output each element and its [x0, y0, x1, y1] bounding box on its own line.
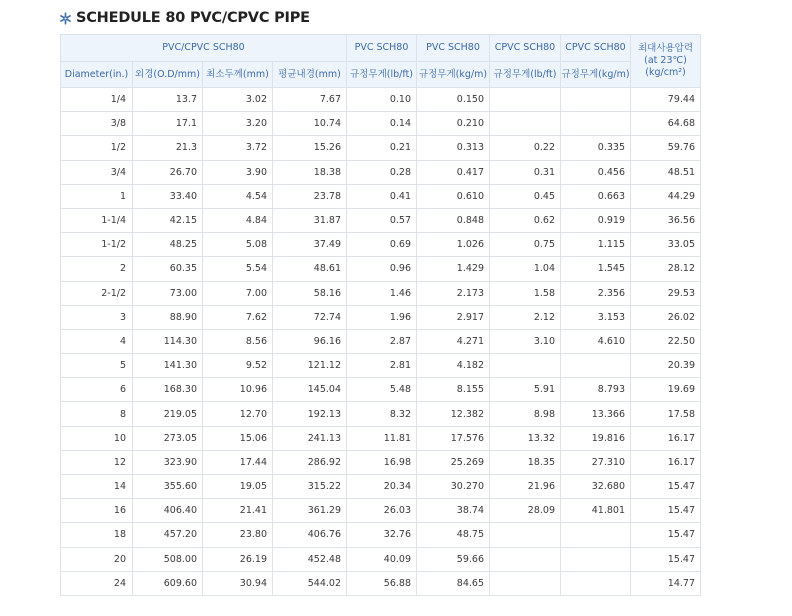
- cell-pvc-weight-kgm: 17.576: [417, 426, 490, 450]
- cell-pvc-weight-kgm: 25.269: [417, 450, 490, 474]
- cell-cpvc-weight-kgm: 8.793: [561, 378, 631, 402]
- header-outer-diameter: 외경(O.D/mm): [133, 62, 203, 88]
- cell-outer-diameter: 21.3: [133, 136, 203, 160]
- table-row: [61, 499, 701, 523]
- table-body: [61, 88, 701, 596]
- cell-cpvc-weight-kgm: 0.663: [561, 184, 631, 208]
- table-row: [61, 184, 701, 208]
- cell-pvc-weight-lbft: 16.98: [347, 450, 417, 474]
- cell-pvc-weight-lbft: 5.48: [347, 378, 417, 402]
- cell-cpvc-weight-kgm: [561, 571, 631, 595]
- cell-avg-inner-diameter: 121.12: [273, 354, 347, 378]
- group-header-row: [61, 35, 701, 62]
- cell-max-pressure: 17.58: [631, 402, 701, 426]
- cell-diameter: 14: [61, 475, 133, 499]
- cell-pvc-weight-lbft: 8.32: [347, 402, 417, 426]
- pipe-spec-table: [60, 34, 701, 596]
- cell-diameter: 8: [61, 402, 133, 426]
- cell-outer-diameter: 609.60: [133, 571, 203, 595]
- cell-avg-inner-diameter: 361.29: [273, 499, 347, 523]
- cell-pvc-weight-lbft: 20.34: [347, 475, 417, 499]
- cell-min-wall: 26.19: [203, 547, 273, 571]
- cell-diameter: 1-1/2: [61, 233, 133, 257]
- cell-min-wall: 3.90: [203, 160, 273, 184]
- group-header-pvc-sch80-lbft: PVC SCH80: [347, 35, 417, 62]
- cell-pvc-weight-kgm: 8.155: [417, 378, 490, 402]
- cell-max-pressure: 28.12: [631, 257, 701, 281]
- cell-cpvc-weight-kgm: [561, 523, 631, 547]
- cell-diameter: 3: [61, 305, 133, 329]
- cell-cpvc-weight-kgm: [561, 88, 631, 112]
- cell-cpvc-weight-kgm: 3.153: [561, 305, 631, 329]
- cell-diameter: 1: [61, 184, 133, 208]
- cell-pvc-weight-kgm: 2.917: [417, 305, 490, 329]
- cell-pvc-weight-kgm: 4.182: [417, 354, 490, 378]
- cell-max-pressure: 44.29: [631, 184, 701, 208]
- cell-max-pressure: 22.50: [631, 329, 701, 353]
- cell-outer-diameter: 406.40: [133, 499, 203, 523]
- cell-outer-diameter: 42.15: [133, 208, 203, 232]
- cell-pvc-weight-lbft: 1.96: [347, 305, 417, 329]
- cell-outer-diameter: 273.05: [133, 426, 203, 450]
- page-title: SCHEDULE 80 PVC/CPVC PIPE: [76, 10, 310, 26]
- cell-pvc-weight-kgm: 0.417: [417, 160, 490, 184]
- table-row: [61, 136, 701, 160]
- cell-max-pressure: 59.76: [631, 136, 701, 160]
- table-row: [61, 305, 701, 329]
- cell-pvc-weight-lbft: 32.76: [347, 523, 417, 547]
- table-row: [61, 571, 701, 595]
- cell-pvc-weight-kgm: 59.66: [417, 547, 490, 571]
- cell-min-wall: 3.72: [203, 136, 273, 160]
- cell-outer-diameter: 88.90: [133, 305, 203, 329]
- cell-cpvc-weight-lbft: 0.62: [490, 208, 561, 232]
- cell-max-pressure: 29.53: [631, 281, 701, 305]
- table-row: [61, 475, 701, 499]
- cell-outer-diameter: 26.70: [133, 160, 203, 184]
- cell-avg-inner-diameter: 241.13: [273, 426, 347, 450]
- cell-pvc-weight-lbft: 56.88: [347, 571, 417, 595]
- cell-diameter: 2-1/2: [61, 281, 133, 305]
- cell-cpvc-weight-kgm: 2.356: [561, 281, 631, 305]
- cell-min-wall: 8.56: [203, 329, 273, 353]
- group-header-pvc-cpvc-sch80: PVC/CPVC SCH80: [61, 35, 347, 62]
- cell-avg-inner-diameter: 7.67: [273, 88, 347, 112]
- cell-outer-diameter: 73.00: [133, 281, 203, 305]
- cell-cpvc-weight-lbft: 0.31: [490, 160, 561, 184]
- cell-min-wall: 5.08: [203, 233, 273, 257]
- cell-avg-inner-diameter: 58.16: [273, 281, 347, 305]
- cell-min-wall: 21.41: [203, 499, 273, 523]
- header-max-pressure: [631, 35, 701, 88]
- cell-pvc-weight-lbft: 11.81: [347, 426, 417, 450]
- group-header-cpvc-sch80-lbft: CPVC SCH80: [490, 35, 561, 62]
- cell-diameter: 5: [61, 354, 133, 378]
- cell-cpvc-weight-kgm: 1.545: [561, 257, 631, 281]
- cell-min-wall: 9.52: [203, 354, 273, 378]
- cell-cpvc-weight-lbft: 21.96: [490, 475, 561, 499]
- cell-avg-inner-diameter: 286.92: [273, 450, 347, 474]
- cell-cpvc-weight-kgm: [561, 354, 631, 378]
- cell-avg-inner-diameter: 15.26: [273, 136, 347, 160]
- cell-cpvc-weight-lbft: 0.75: [490, 233, 561, 257]
- cell-max-pressure: 16.17: [631, 450, 701, 474]
- cell-pvc-weight-kgm: 38.74: [417, 499, 490, 523]
- cell-outer-diameter: 508.00: [133, 547, 203, 571]
- cell-diameter: 16: [61, 499, 133, 523]
- cell-cpvc-weight-lbft: 1.04: [490, 257, 561, 281]
- cell-diameter: 10: [61, 426, 133, 450]
- cell-pvc-weight-kgm: 2.173: [417, 281, 490, 305]
- cell-max-pressure: 15.47: [631, 523, 701, 547]
- cell-outer-diameter: 60.35: [133, 257, 203, 281]
- cell-cpvc-weight-kgm: 0.456: [561, 160, 631, 184]
- cell-max-pressure: 79.44: [631, 88, 701, 112]
- header-pvc-weight-lbft: 규정무게(lb/ft): [347, 62, 417, 88]
- cell-diameter: 12: [61, 450, 133, 474]
- cell-pvc-weight-kgm: 0.610: [417, 184, 490, 208]
- cell-pvc-weight-kgm: 84.65: [417, 571, 490, 595]
- cell-avg-inner-diameter: 145.04: [273, 378, 347, 402]
- table-row: [61, 233, 701, 257]
- header-min-wall-thickness: 최소두께(mm): [203, 62, 273, 88]
- cell-min-wall: 4.84: [203, 208, 273, 232]
- cell-outer-diameter: 323.90: [133, 450, 203, 474]
- cell-cpvc-weight-kgm: 19.816: [561, 426, 631, 450]
- cell-min-wall: 7.00: [203, 281, 273, 305]
- table-row: [61, 523, 701, 547]
- cell-avg-inner-diameter: 48.61: [273, 257, 347, 281]
- cell-cpvc-weight-kgm: [561, 112, 631, 136]
- cell-diameter: 3/4: [61, 160, 133, 184]
- cell-cpvc-weight-kgm: [561, 547, 631, 571]
- cell-avg-inner-diameter: 406.76: [273, 523, 347, 547]
- header-average-inner-diameter: 평균내경(mm): [273, 62, 347, 88]
- cell-cpvc-weight-kgm: 13.366: [561, 402, 631, 426]
- cell-avg-inner-diameter: 315.22: [273, 475, 347, 499]
- snowflake-gear-icon: [59, 12, 72, 25]
- cell-pvc-weight-lbft: 1.46: [347, 281, 417, 305]
- page-heading: [59, 8, 310, 28]
- cell-cpvc-weight-kgm: 4.610: [561, 329, 631, 353]
- group-header-cpvc-sch80-kgm: CPVC SCH80: [561, 35, 631, 62]
- cell-max-pressure: 15.47: [631, 499, 701, 523]
- cell-cpvc-weight-lbft: 2.12: [490, 305, 561, 329]
- cell-diameter: 1-1/4: [61, 208, 133, 232]
- cell-cpvc-weight-lbft: 13.32: [490, 426, 561, 450]
- cell-diameter: 4: [61, 329, 133, 353]
- cell-cpvc-weight-kgm: 27.310: [561, 450, 631, 474]
- table-row: [61, 547, 701, 571]
- cell-diameter: 1/4: [61, 88, 133, 112]
- cell-min-wall: 10.96: [203, 378, 273, 402]
- cell-cpvc-weight-lbft: 28.09: [490, 499, 561, 523]
- cell-outer-diameter: 355.60: [133, 475, 203, 499]
- cell-pvc-weight-kgm: 12.382: [417, 402, 490, 426]
- cell-outer-diameter: 457.20: [133, 523, 203, 547]
- header-pvc-weight-kgm: 규정무게(kg/m): [417, 62, 490, 88]
- pressure-label: 최대사용압력: [637, 43, 694, 54]
- cell-pvc-weight-lbft: 0.14: [347, 112, 417, 136]
- cell-cpvc-weight-lbft: 0.22: [490, 136, 561, 160]
- table-row: [61, 426, 701, 450]
- sub-header-row: [61, 62, 701, 88]
- cell-pvc-weight-lbft: 0.21: [347, 136, 417, 160]
- cell-pvc-weight-lbft: 0.69: [347, 233, 417, 257]
- cell-outer-diameter: 114.30: [133, 329, 203, 353]
- cell-cpvc-weight-lbft: [490, 88, 561, 112]
- cell-cpvc-weight-lbft: [490, 354, 561, 378]
- cell-pvc-weight-lbft: 0.57: [347, 208, 417, 232]
- cell-pvc-weight-kgm: 30.270: [417, 475, 490, 499]
- cell-diameter: 1/2: [61, 136, 133, 160]
- table-row: [61, 208, 701, 232]
- cell-cpvc-weight-lbft: 5.91: [490, 378, 561, 402]
- cell-cpvc-weight-lbft: [490, 523, 561, 547]
- cell-min-wall: 12.70: [203, 402, 273, 426]
- cell-cpvc-weight-lbft: 18.35: [490, 450, 561, 474]
- cell-diameter: 18: [61, 523, 133, 547]
- table-row: [61, 160, 701, 184]
- cell-avg-inner-diameter: 31.87: [273, 208, 347, 232]
- table-row: [61, 450, 701, 474]
- cell-cpvc-weight-lbft: [490, 547, 561, 571]
- cell-min-wall: 3.20: [203, 112, 273, 136]
- cell-avg-inner-diameter: 96.16: [273, 329, 347, 353]
- cell-avg-inner-diameter: 72.74: [273, 305, 347, 329]
- table-row: [61, 378, 701, 402]
- cell-pvc-weight-kgm: 48.75: [417, 523, 490, 547]
- cell-max-pressure: 33.05: [631, 233, 701, 257]
- cell-min-wall: 17.44: [203, 450, 273, 474]
- cell-min-wall: 4.54: [203, 184, 273, 208]
- cell-cpvc-weight-kgm: 32.680: [561, 475, 631, 499]
- cell-outer-diameter: 33.40: [133, 184, 203, 208]
- pressure-temperature: (at 23℃): [644, 55, 687, 66]
- header-diameter: Diameter(in.): [61, 62, 133, 88]
- header-cpvc-weight-kgm: 규정무게(kg/m): [561, 62, 631, 88]
- cell-pvc-weight-kgm: 1.026: [417, 233, 490, 257]
- cell-diameter: 20: [61, 547, 133, 571]
- cell-max-pressure: 15.47: [631, 475, 701, 499]
- table-row: [61, 257, 701, 281]
- cell-diameter: 24: [61, 571, 133, 595]
- cell-pvc-weight-lbft: 2.87: [347, 329, 417, 353]
- cell-avg-inner-diameter: 23.78: [273, 184, 347, 208]
- cell-outer-diameter: 219.05: [133, 402, 203, 426]
- cell-min-wall: 7.62: [203, 305, 273, 329]
- cell-avg-inner-diameter: 37.49: [273, 233, 347, 257]
- cell-outer-diameter: 168.30: [133, 378, 203, 402]
- cell-max-pressure: 64.68: [631, 112, 701, 136]
- cell-min-wall: 19.05: [203, 475, 273, 499]
- cell-min-wall: 23.80: [203, 523, 273, 547]
- cell-pvc-weight-lbft: 40.09: [347, 547, 417, 571]
- cell-pvc-weight-lbft: 0.96: [347, 257, 417, 281]
- cell-pvc-weight-kgm: 4.271: [417, 329, 490, 353]
- cell-diameter: 6: [61, 378, 133, 402]
- cell-cpvc-weight-kgm: 0.335: [561, 136, 631, 160]
- cell-min-wall: 15.06: [203, 426, 273, 450]
- cell-cpvc-weight-lbft: [490, 571, 561, 595]
- table-row: [61, 329, 701, 353]
- cell-min-wall: 5.54: [203, 257, 273, 281]
- cell-max-pressure: 16.17: [631, 426, 701, 450]
- cell-pvc-weight-kgm: 0.848: [417, 208, 490, 232]
- cell-pvc-weight-lbft: 2.81: [347, 354, 417, 378]
- cell-cpvc-weight-kgm: 41.801: [561, 499, 631, 523]
- cell-max-pressure: 26.02: [631, 305, 701, 329]
- cell-outer-diameter: 48.25: [133, 233, 203, 257]
- cell-max-pressure: 19.69: [631, 378, 701, 402]
- cell-pvc-weight-lbft: 0.28: [347, 160, 417, 184]
- cell-max-pressure: 48.51: [631, 160, 701, 184]
- cell-cpvc-weight-lbft: 1.58: [490, 281, 561, 305]
- cell-cpvc-weight-kgm: 0.919: [561, 208, 631, 232]
- table-row: [61, 88, 701, 112]
- group-header-pvc-sch80-kgm: PVC SCH80: [417, 35, 490, 62]
- cell-outer-diameter: 17.1: [133, 112, 203, 136]
- cell-cpvc-weight-lbft: 8.98: [490, 402, 561, 426]
- cell-cpvc-weight-lbft: 3.10: [490, 329, 561, 353]
- cell-diameter: 3/8: [61, 112, 133, 136]
- cell-pvc-weight-kgm: 1.429: [417, 257, 490, 281]
- table-row: [61, 281, 701, 305]
- cell-cpvc-weight-lbft: [490, 112, 561, 136]
- cell-avg-inner-diameter: 452.48: [273, 547, 347, 571]
- cell-pvc-weight-kgm: 0.313: [417, 136, 490, 160]
- cell-avg-inner-diameter: 192.13: [273, 402, 347, 426]
- cell-diameter: 2: [61, 257, 133, 281]
- cell-cpvc-weight-kgm: 1.115: [561, 233, 631, 257]
- cell-max-pressure: 15.47: [631, 547, 701, 571]
- cell-max-pressure: 36.56: [631, 208, 701, 232]
- pressure-unit: (kg/cm²): [645, 67, 686, 78]
- table-row: [61, 402, 701, 426]
- cell-avg-inner-diameter: 544.02: [273, 571, 347, 595]
- cell-min-wall: 30.94: [203, 571, 273, 595]
- cell-pvc-weight-kgm: 0.150: [417, 88, 490, 112]
- cell-avg-inner-diameter: 10.74: [273, 112, 347, 136]
- table-row: [61, 112, 701, 136]
- header-cpvc-weight-lbft: 규정무게(lb/ft): [490, 62, 561, 88]
- cell-pvc-weight-kgm: 0.210: [417, 112, 490, 136]
- cell-max-pressure: 20.39: [631, 354, 701, 378]
- cell-pvc-weight-lbft: 26.03: [347, 499, 417, 523]
- cell-avg-inner-diameter: 18.38: [273, 160, 347, 184]
- cell-pvc-weight-lbft: 0.10: [347, 88, 417, 112]
- cell-outer-diameter: 13.7: [133, 88, 203, 112]
- cell-min-wall: 3.02: [203, 88, 273, 112]
- cell-pvc-weight-lbft: 0.41: [347, 184, 417, 208]
- cell-cpvc-weight-lbft: 0.45: [490, 184, 561, 208]
- cell-max-pressure: 14.77: [631, 571, 701, 595]
- table-row: [61, 354, 701, 378]
- cell-outer-diameter: 141.30: [133, 354, 203, 378]
